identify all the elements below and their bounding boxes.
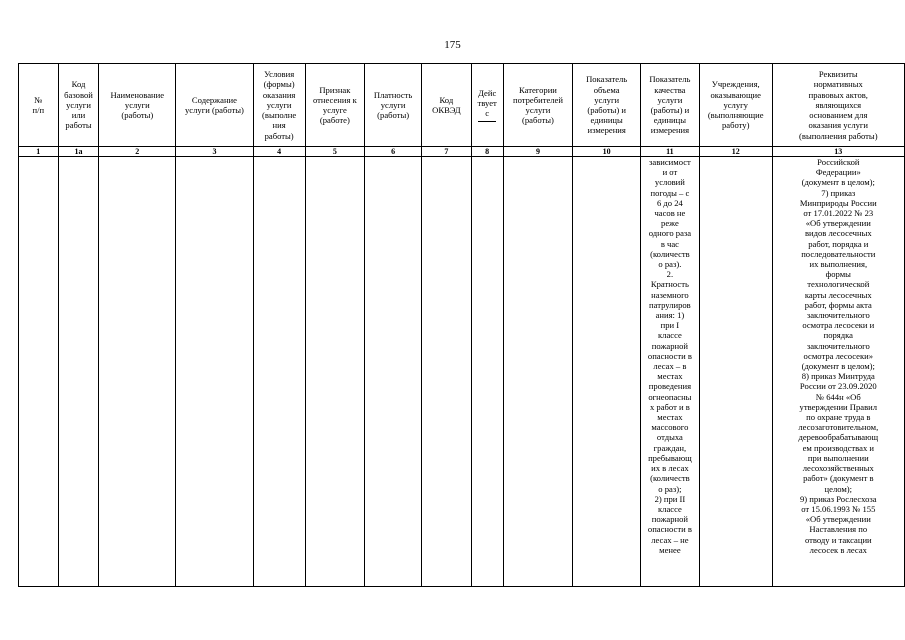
services-table — [18, 63, 905, 587]
column-number: 9 — [503, 147, 573, 157]
table-cell — [58, 157, 99, 587]
table-cell — [365, 157, 422, 587]
column-number: 1а — [58, 147, 99, 157]
header-cell: Наименование услуги (работы) — [99, 64, 176, 147]
table-cell — [422, 157, 472, 587]
header-cell: № п/п — [19, 64, 59, 147]
quality-indicator-cell: зависимост и от условий погоды – с 6 до 24 часов не реже одного раза в час (количеств о раз). 2. Кратность наземного патрулиров ания: 1) при I классе пожарной опасности в лесах – в местах проведения огнеопасны х работ и в местах массового отдыха граждан, пребывающ их в лесах (количеств о раз); 2) при II классе пожарной опасности в лесах – не менее — [641, 157, 700, 587]
header-cell: Показатель качества услуги (работы) и единицы измерения — [641, 64, 700, 147]
column-number-row — [19, 147, 905, 157]
table-row — [19, 157, 905, 587]
header-cell: Платность услуги (работы) — [365, 64, 422, 147]
header-cell: Категории потребителей услуги (работы) — [503, 64, 573, 147]
header-cell: Признак отнесения к услуге (работе) — [305, 64, 365, 147]
table-cell — [305, 157, 365, 587]
column-number: 6 — [365, 147, 422, 157]
legal-acts-cell: Российской Федерации» (документ в целом); 7) приказ Минприроды России от 17.01.2022 № 23 «Об утверждении видов лесосечных работ, порядка и последовательности их выполнения, формы технологической карты лесосечных работ, формы акта заключительного осмотра лесосеки и порядка заключительного осмотра лесосеки» (документ в целом); 8) приказ Минтруда России от 23.09.2020 № 644н «Об утверждении Правил по охране труда в лесозаготовительном, деревообрабатывающ ем производствах и при выполнении лесохозяйственных работ» (документ в целом); 9) приказ Рослесхоза от 15.06.1993 № 155 «Об утверждении Наставления по отводу и таксации лесосек в лесах — [772, 157, 904, 587]
header-cell: Содержание услуги (работы) — [176, 64, 254, 147]
header-cell: Код базовой услуги или работы — [58, 64, 99, 147]
column-number: 2 — [99, 147, 176, 157]
table-cell — [503, 157, 573, 587]
column-number: 4 — [253, 147, 305, 157]
column-number: 13 — [772, 147, 904, 157]
header-cell: Учреждения, оказывающие услугу (выполняющие работу) — [699, 64, 772, 147]
header-cell: Код ОКВЭД — [422, 64, 472, 147]
header-row — [19, 64, 905, 147]
column-number: 5 — [305, 147, 365, 157]
column-number: 10 — [573, 147, 641, 157]
table-cell — [99, 157, 176, 587]
page-number: 175 — [444, 39, 461, 51]
header-cell: Условия (формы) оказания услуги (выполне ния работы) — [253, 64, 305, 147]
table-cell — [699, 157, 772, 587]
column-number: 12 — [699, 147, 772, 157]
table-cell — [253, 157, 305, 587]
underline-mark — [478, 121, 496, 122]
header-cell: Показатель объема услуги (работы) и единицы измерения — [573, 64, 641, 147]
header-cell: Реквизиты нормативных правовых актов, являющихся основанием для оказания услуги (выполнения работы) — [772, 64, 904, 147]
table-cell — [573, 157, 641, 587]
table-cell — [176, 157, 254, 587]
column-number: 8 — [471, 147, 503, 157]
column-number: 11 — [641, 147, 700, 157]
column-number: 3 — [176, 147, 254, 157]
table-cell — [471, 157, 503, 587]
header-cell: Дейс твует с — [471, 64, 503, 147]
table-cell — [19, 157, 59, 587]
column-number: 1 — [19, 147, 59, 157]
column-number: 7 — [422, 147, 472, 157]
